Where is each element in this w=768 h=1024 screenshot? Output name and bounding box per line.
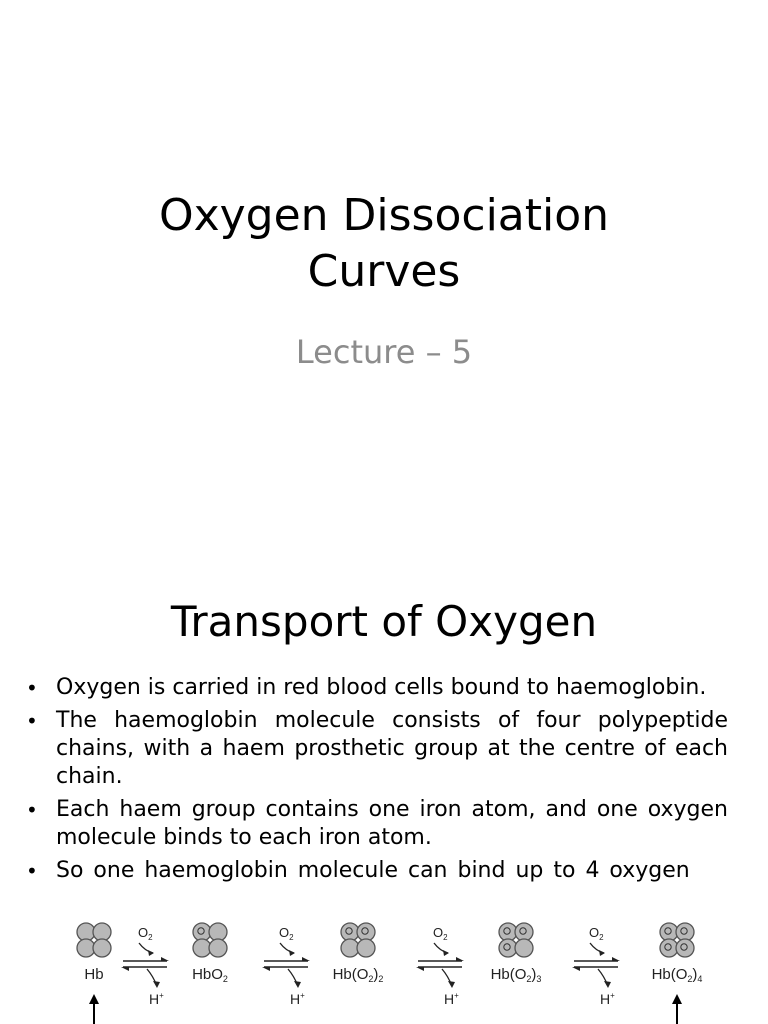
oxygen-label: $O_2$ xyxy=(138,925,153,942)
haemoglobin-icon xyxy=(193,923,227,957)
oxygen-label: $O_2$ xyxy=(589,925,604,942)
proton-label: H+ xyxy=(444,991,459,1007)
up-arrow-right-head xyxy=(672,994,682,1004)
oxygen-label: $O_2$ xyxy=(279,925,294,942)
bullet-item: • Oxygen is carried in red blood cells bound to haemoglobin. xyxy=(24,674,728,702)
slide-heading: Transport of Oxygen xyxy=(170,597,598,646)
bullet-item: • Each haem group contains one iron atom, and one oxygen molecule binds to each iron atom. xyxy=(24,796,728,852)
hb-species xyxy=(77,923,111,983)
species-label: $Hb(O_2)_3$ xyxy=(490,966,542,984)
up-arrow-left-head xyxy=(89,994,99,1004)
reaction-arrow xyxy=(121,925,169,1007)
slide-subtitle: Lecture – 5 xyxy=(295,333,473,371)
hb-species xyxy=(333,923,384,984)
haemoglobin-icon xyxy=(77,923,111,957)
reaction-arrow xyxy=(572,925,620,1007)
proton-label: H+ xyxy=(600,991,615,1007)
bullet-list xyxy=(24,674,728,890)
oxygen-label: $O_2$ xyxy=(433,925,448,942)
hb-species xyxy=(491,923,542,984)
title-line-2: Curves xyxy=(307,246,461,297)
haemoglobin-icon xyxy=(499,923,533,957)
species-label: Hb xyxy=(84,966,104,983)
reaction-arrow xyxy=(416,925,464,1007)
title-line-1: Oxygen Dissociation xyxy=(158,190,610,241)
proton-label: H+ xyxy=(290,991,305,1007)
haemoglobin-binding-diagram xyxy=(70,916,730,1024)
proton-label: H+ xyxy=(149,991,164,1007)
bullet-item: • The haemoglobin molecule consists of four polypeptide chains, with a haem prosthetic group at the centre of each chain. xyxy=(24,707,728,791)
bullet-item: • So one haemoglobin molecule can bind up to 4 oxygen xyxy=(24,857,728,885)
slide-transport-of-oxygen xyxy=(0,576,768,1024)
haemoglobin-icon xyxy=(341,923,375,957)
haemoglobin-icon xyxy=(660,923,694,957)
reaction-arrow xyxy=(262,925,310,1007)
species-label: $Hb(O_2)_2$ xyxy=(332,966,384,984)
hb-species xyxy=(652,923,703,984)
slide-title-heading xyxy=(0,188,768,300)
hb-species xyxy=(192,923,228,984)
species-label: $Hb(O_2)_4$ xyxy=(651,966,703,984)
species-label: HbO$_2$ xyxy=(192,966,228,984)
